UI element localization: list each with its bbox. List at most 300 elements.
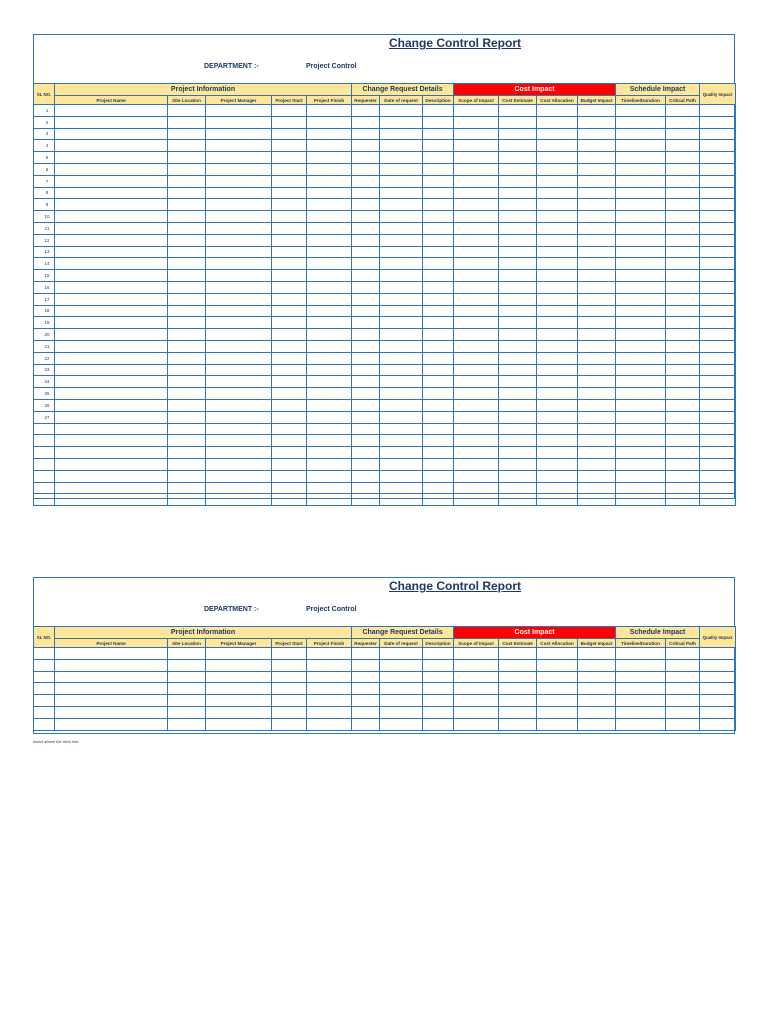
- table-cell[interactable]: [206, 293, 272, 305]
- table-cell[interactable]: [55, 648, 168, 660]
- table-cell[interactable]: [168, 199, 206, 211]
- table-cell[interactable]: [55, 234, 168, 246]
- table-cell[interactable]: [454, 470, 499, 482]
- table-cell[interactable]: [700, 706, 736, 718]
- table-cell[interactable]: [380, 234, 423, 246]
- table-cell[interactable]: [537, 364, 578, 376]
- table-cell[interactable]: [537, 317, 578, 329]
- table-cell[interactable]: [454, 423, 499, 435]
- table-cell[interactable]: [666, 152, 700, 164]
- table-cell[interactable]: [666, 175, 700, 187]
- table-cell[interactable]: [700, 388, 736, 400]
- table-cell[interactable]: [578, 281, 616, 293]
- table-cell[interactable]: [578, 175, 616, 187]
- table-cell[interactable]: [666, 187, 700, 199]
- table-cell[interactable]: [700, 447, 736, 459]
- table-cell[interactable]: [616, 140, 666, 152]
- table-cell[interactable]: [272, 281, 307, 293]
- table-cell[interactable]: [380, 470, 423, 482]
- table-cell[interactable]: [168, 128, 206, 140]
- table-cell[interactable]: [307, 376, 352, 388]
- table-cell[interactable]: [423, 340, 454, 352]
- table-cell[interactable]: [307, 305, 352, 317]
- table-cell[interactable]: [206, 648, 272, 660]
- table-cell[interactable]: [206, 175, 272, 187]
- table-cell[interactable]: [55, 494, 168, 506]
- table-cell[interactable]: [55, 671, 168, 683]
- table-cell[interactable]: [700, 494, 736, 506]
- table-cell[interactable]: [380, 718, 423, 730]
- table-cell[interactable]: [352, 458, 380, 470]
- table-cell[interactable]: [55, 482, 168, 494]
- table-cell[interactable]: [206, 258, 272, 270]
- table-cell[interactable]: [700, 163, 736, 175]
- table-cell[interactable]: [380, 706, 423, 718]
- table-cell[interactable]: [454, 187, 499, 199]
- table-cell[interactable]: [272, 659, 307, 671]
- table-cell[interactable]: [206, 423, 272, 435]
- table-cell[interactable]: [380, 695, 423, 707]
- table-cell[interactable]: [537, 494, 578, 506]
- table-cell[interactable]: [55, 152, 168, 164]
- table-cell[interactable]: [55, 270, 168, 282]
- table-cell[interactable]: [423, 706, 454, 718]
- table-cell[interactable]: [499, 199, 537, 211]
- table-cell[interactable]: [616, 152, 666, 164]
- table-cell[interactable]: [168, 293, 206, 305]
- table-cell[interactable]: [454, 683, 499, 695]
- table-cell[interactable]: [423, 199, 454, 211]
- table-cell[interactable]: [454, 364, 499, 376]
- table-cell[interactable]: [423, 376, 454, 388]
- table-cell[interactable]: [272, 222, 307, 234]
- table-cell[interactable]: [423, 163, 454, 175]
- table-cell[interactable]: [352, 364, 380, 376]
- table-cell[interactable]: [537, 305, 578, 317]
- table-cell[interactable]: [168, 140, 206, 152]
- table-cell[interactable]: [307, 187, 352, 199]
- table-cell[interactable]: [537, 423, 578, 435]
- table-cell[interactable]: [454, 140, 499, 152]
- table-cell[interactable]: [700, 411, 736, 423]
- table-cell[interactable]: [55, 695, 168, 707]
- table-cell[interactable]: [454, 175, 499, 187]
- table-cell[interactable]: [578, 470, 616, 482]
- table-cell[interactable]: [537, 340, 578, 352]
- table-cell[interactable]: [307, 423, 352, 435]
- table-cell[interactable]: [454, 399, 499, 411]
- table-cell[interactable]: [537, 234, 578, 246]
- table-cell[interactable]: [380, 258, 423, 270]
- table-cell[interactable]: [454, 458, 499, 470]
- table-cell[interactable]: [537, 399, 578, 411]
- table-cell[interactable]: [499, 352, 537, 364]
- table-cell[interactable]: [206, 364, 272, 376]
- table-cell[interactable]: [55, 364, 168, 376]
- table-cell[interactable]: [616, 163, 666, 175]
- table-cell[interactable]: [666, 482, 700, 494]
- table-cell[interactable]: [666, 706, 700, 718]
- table-cell[interactable]: [666, 329, 700, 341]
- table-cell[interactable]: [206, 163, 272, 175]
- table-cell[interactable]: [55, 470, 168, 482]
- table-cell[interactable]: [168, 364, 206, 376]
- table-cell[interactable]: [380, 152, 423, 164]
- table-cell[interactable]: [307, 270, 352, 282]
- table-cell[interactable]: [499, 470, 537, 482]
- table-cell[interactable]: [700, 128, 736, 140]
- table-cell[interactable]: [272, 458, 307, 470]
- table-cell[interactable]: [272, 187, 307, 199]
- table-cell[interactable]: [578, 187, 616, 199]
- table-cell[interactable]: [700, 423, 736, 435]
- table-cell[interactable]: [55, 399, 168, 411]
- table-cell[interactable]: [168, 187, 206, 199]
- table-cell[interactable]: [272, 199, 307, 211]
- table-cell[interactable]: [352, 317, 380, 329]
- table-cell[interactable]: [666, 388, 700, 400]
- table-cell[interactable]: [380, 222, 423, 234]
- table-cell[interactable]: [380, 163, 423, 175]
- table-cell[interactable]: [307, 458, 352, 470]
- table-cell[interactable]: [499, 683, 537, 695]
- table-cell[interactable]: [666, 399, 700, 411]
- table-cell[interactable]: [578, 329, 616, 341]
- table-cell[interactable]: [700, 211, 736, 223]
- table-cell[interactable]: [423, 140, 454, 152]
- table-cell[interactable]: [537, 447, 578, 459]
- table-cell[interactable]: [578, 435, 616, 447]
- table-cell[interactable]: [666, 718, 700, 730]
- table-cell[interactable]: [272, 140, 307, 152]
- table-cell[interactable]: [616, 482, 666, 494]
- table-cell[interactable]: [352, 659, 380, 671]
- table-cell[interactable]: [499, 281, 537, 293]
- table-cell[interactable]: [55, 706, 168, 718]
- table-cell[interactable]: [616, 340, 666, 352]
- table-cell[interactable]: [352, 234, 380, 246]
- table-cell[interactable]: [616, 494, 666, 506]
- table-cell[interactable]: [168, 116, 206, 128]
- table-cell[interactable]: [499, 659, 537, 671]
- table-cell[interactable]: [454, 305, 499, 317]
- table-cell[interactable]: [700, 317, 736, 329]
- table-cell[interactable]: [168, 411, 206, 423]
- table-cell[interactable]: [499, 317, 537, 329]
- table-cell[interactable]: [307, 329, 352, 341]
- table-cell[interactable]: [454, 105, 499, 117]
- table-cell[interactable]: [206, 718, 272, 730]
- table-cell[interactable]: [616, 470, 666, 482]
- table-cell[interactable]: [537, 187, 578, 199]
- table-cell[interactable]: [578, 340, 616, 352]
- table-cell[interactable]: [666, 423, 700, 435]
- table-cell[interactable]: [55, 281, 168, 293]
- table-cell[interactable]: [537, 152, 578, 164]
- table-cell[interactable]: [307, 470, 352, 482]
- table-cell[interactable]: [537, 648, 578, 660]
- table-cell[interactable]: [454, 152, 499, 164]
- table-cell[interactable]: [272, 423, 307, 435]
- table-cell[interactable]: [454, 258, 499, 270]
- table-cell[interactable]: [307, 152, 352, 164]
- table-cell[interactable]: [206, 388, 272, 400]
- table-cell[interactable]: [499, 116, 537, 128]
- table-cell[interactable]: [666, 140, 700, 152]
- table-cell[interactable]: [352, 105, 380, 117]
- table-cell[interactable]: [454, 211, 499, 223]
- table-cell[interactable]: [307, 364, 352, 376]
- table-cell[interactable]: [168, 246, 206, 258]
- table-cell[interactable]: [168, 718, 206, 730]
- table-cell[interactable]: [307, 317, 352, 329]
- table-cell[interactable]: [423, 411, 454, 423]
- table-cell[interactable]: [380, 128, 423, 140]
- table-cell[interactable]: [206, 211, 272, 223]
- table-cell[interactable]: [168, 352, 206, 364]
- table-cell[interactable]: [55, 293, 168, 305]
- table-cell[interactable]: [666, 659, 700, 671]
- table-cell[interactable]: [352, 470, 380, 482]
- table-cell[interactable]: [423, 695, 454, 707]
- table-cell[interactable]: [380, 423, 423, 435]
- table-cell[interactable]: [168, 317, 206, 329]
- table-cell[interactable]: [537, 140, 578, 152]
- table-cell[interactable]: [168, 482, 206, 494]
- table-cell[interactable]: [454, 281, 499, 293]
- table-cell[interactable]: [666, 447, 700, 459]
- table-cell[interactable]: [700, 329, 736, 341]
- table-cell[interactable]: [352, 175, 380, 187]
- table-cell[interactable]: [206, 435, 272, 447]
- table-cell[interactable]: [454, 435, 499, 447]
- table-cell[interactable]: [578, 458, 616, 470]
- table-cell[interactable]: [168, 175, 206, 187]
- table-cell[interactable]: [423, 671, 454, 683]
- table-cell[interactable]: [666, 116, 700, 128]
- table-cell[interactable]: [352, 683, 380, 695]
- table-cell[interactable]: [380, 105, 423, 117]
- table-cell[interactable]: [55, 258, 168, 270]
- table-cell[interactable]: [423, 399, 454, 411]
- table-cell[interactable]: [423, 494, 454, 506]
- table-cell[interactable]: [537, 281, 578, 293]
- table-cell[interactable]: [380, 246, 423, 258]
- table-cell[interactable]: [616, 234, 666, 246]
- table-cell[interactable]: [423, 470, 454, 482]
- table-cell[interactable]: [499, 399, 537, 411]
- table-cell[interactable]: [616, 329, 666, 341]
- table-cell[interactable]: [700, 458, 736, 470]
- table-cell[interactable]: [352, 199, 380, 211]
- table-cell[interactable]: [700, 683, 736, 695]
- table-cell[interactable]: [454, 246, 499, 258]
- table-cell[interactable]: [616, 683, 666, 695]
- table-cell[interactable]: [537, 411, 578, 423]
- table-cell[interactable]: [616, 659, 666, 671]
- table-cell[interactable]: [307, 199, 352, 211]
- table-cell[interactable]: [499, 234, 537, 246]
- table-cell[interactable]: [206, 399, 272, 411]
- table-cell[interactable]: [616, 211, 666, 223]
- table-cell[interactable]: [454, 340, 499, 352]
- table-cell[interactable]: [578, 258, 616, 270]
- table-cell[interactable]: [272, 270, 307, 282]
- table-cell[interactable]: [352, 695, 380, 707]
- table-cell[interactable]: [272, 116, 307, 128]
- table-cell[interactable]: [423, 659, 454, 671]
- table-cell[interactable]: [380, 659, 423, 671]
- table-cell[interactable]: [352, 648, 380, 660]
- table-cell[interactable]: [55, 222, 168, 234]
- table-cell[interactable]: [423, 683, 454, 695]
- table-cell[interactable]: [423, 211, 454, 223]
- table-cell[interactable]: [307, 246, 352, 258]
- table-cell[interactable]: [499, 458, 537, 470]
- table-cell[interactable]: [700, 175, 736, 187]
- table-cell[interactable]: [423, 246, 454, 258]
- table-cell[interactable]: [666, 364, 700, 376]
- table-cell[interactable]: [423, 458, 454, 470]
- table-cell[interactable]: [55, 105, 168, 117]
- table-cell[interactable]: [578, 447, 616, 459]
- table-cell[interactable]: [307, 281, 352, 293]
- table-cell[interactable]: [578, 211, 616, 223]
- table-cell[interactable]: [700, 258, 736, 270]
- table-cell[interactable]: [423, 435, 454, 447]
- table-cell[interactable]: [423, 317, 454, 329]
- table-cell[interactable]: [352, 718, 380, 730]
- table-cell[interactable]: [700, 281, 736, 293]
- table-cell[interactable]: [423, 234, 454, 246]
- table-cell[interactable]: [578, 695, 616, 707]
- table-cell[interactable]: [666, 199, 700, 211]
- table-cell[interactable]: [206, 246, 272, 258]
- table-cell[interactable]: [352, 423, 380, 435]
- table-cell[interactable]: [666, 340, 700, 352]
- table-cell[interactable]: [307, 116, 352, 128]
- table-cell[interactable]: [499, 270, 537, 282]
- table-cell[interactable]: [206, 317, 272, 329]
- table-cell[interactable]: [206, 470, 272, 482]
- table-cell[interactable]: [454, 163, 499, 175]
- table-cell[interactable]: [700, 399, 736, 411]
- table-cell[interactable]: [616, 706, 666, 718]
- table-cell[interactable]: [272, 340, 307, 352]
- table-cell[interactable]: [454, 222, 499, 234]
- table-cell[interactable]: [666, 695, 700, 707]
- table-cell[interactable]: [578, 648, 616, 660]
- table-cell[interactable]: [272, 482, 307, 494]
- table-cell[interactable]: [352, 376, 380, 388]
- table-cell[interactable]: [380, 293, 423, 305]
- table-cell[interactable]: [666, 270, 700, 282]
- table-cell[interactable]: [700, 352, 736, 364]
- table-cell[interactable]: [454, 411, 499, 423]
- table-cell[interactable]: [380, 364, 423, 376]
- table-cell[interactable]: [272, 494, 307, 506]
- table-cell[interactable]: [206, 706, 272, 718]
- table-cell[interactable]: [616, 270, 666, 282]
- table-cell[interactable]: [55, 659, 168, 671]
- table-cell[interactable]: [616, 435, 666, 447]
- table-cell[interactable]: [423, 187, 454, 199]
- table-cell[interactable]: [537, 105, 578, 117]
- table-cell[interactable]: [700, 695, 736, 707]
- table-cell[interactable]: [666, 258, 700, 270]
- table-cell[interactable]: [380, 671, 423, 683]
- table-cell[interactable]: [499, 411, 537, 423]
- table-cell[interactable]: [423, 175, 454, 187]
- table-cell[interactable]: [352, 447, 380, 459]
- table-cell[interactable]: [423, 128, 454, 140]
- table-cell[interactable]: [423, 423, 454, 435]
- table-cell[interactable]: [206, 234, 272, 246]
- table-cell[interactable]: [454, 270, 499, 282]
- table-cell[interactable]: [423, 718, 454, 730]
- table-cell[interactable]: [499, 187, 537, 199]
- table-cell[interactable]: [272, 695, 307, 707]
- table-cell[interactable]: [272, 175, 307, 187]
- table-cell[interactable]: [168, 458, 206, 470]
- table-cell[interactable]: [55, 140, 168, 152]
- table-cell[interactable]: [499, 258, 537, 270]
- table-cell[interactable]: [666, 470, 700, 482]
- table-cell[interactable]: [352, 211, 380, 223]
- table-cell[interactable]: [272, 447, 307, 459]
- table-cell[interactable]: [578, 246, 616, 258]
- table-cell[interactable]: [537, 671, 578, 683]
- table-cell[interactable]: [616, 399, 666, 411]
- table-cell[interactable]: [499, 695, 537, 707]
- table-cell[interactable]: [499, 447, 537, 459]
- table-cell[interactable]: [380, 329, 423, 341]
- table-cell[interactable]: [272, 352, 307, 364]
- table-cell[interactable]: [55, 128, 168, 140]
- table-cell[interactable]: [55, 376, 168, 388]
- table-cell[interactable]: [307, 683, 352, 695]
- table-cell[interactable]: [380, 388, 423, 400]
- table-cell[interactable]: [700, 718, 736, 730]
- table-cell[interactable]: [55, 458, 168, 470]
- table-cell[interactable]: [272, 706, 307, 718]
- table-cell[interactable]: [352, 411, 380, 423]
- table-cell[interactable]: [423, 482, 454, 494]
- table-cell[interactable]: [272, 411, 307, 423]
- table-cell[interactable]: [352, 352, 380, 364]
- table-cell[interactable]: [616, 222, 666, 234]
- table-cell[interactable]: [578, 105, 616, 117]
- table-cell[interactable]: [578, 718, 616, 730]
- table-cell[interactable]: [537, 458, 578, 470]
- table-cell[interactable]: [55, 411, 168, 423]
- table-cell[interactable]: [206, 222, 272, 234]
- table-cell[interactable]: [168, 423, 206, 435]
- table-cell[interactable]: [616, 423, 666, 435]
- table-cell[interactable]: [700, 435, 736, 447]
- table-cell[interactable]: [423, 116, 454, 128]
- table-cell[interactable]: [168, 388, 206, 400]
- table-cell[interactable]: [616, 376, 666, 388]
- table-cell[interactable]: [352, 128, 380, 140]
- table-cell[interactable]: [206, 116, 272, 128]
- table-cell[interactable]: [352, 152, 380, 164]
- table-cell[interactable]: [272, 388, 307, 400]
- table-cell[interactable]: [423, 648, 454, 660]
- table-cell[interactable]: [578, 364, 616, 376]
- table-cell[interactable]: [423, 447, 454, 459]
- table-cell[interactable]: [206, 376, 272, 388]
